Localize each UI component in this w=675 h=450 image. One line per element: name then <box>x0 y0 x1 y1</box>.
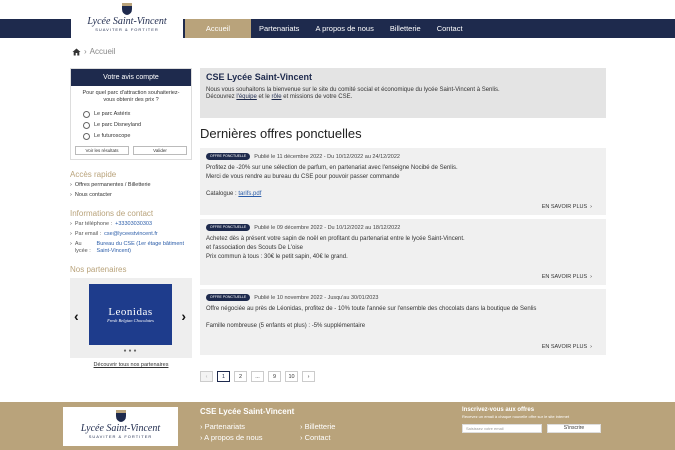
chevron-right-icon: › <box>70 182 72 188</box>
nav-home[interactable]: Accueil <box>185 19 251 38</box>
breadcrumb-separator: › <box>84 47 87 56</box>
offer-body <box>206 306 600 330</box>
partner-tagline: Fresh Belgian Chocolates <box>107 318 154 323</box>
poll-title: Votre avis compte <box>71 69 191 86</box>
offer-meta <box>206 294 600 301</box>
contact-email <box>70 231 192 238</box>
breadcrumb-current[interactable]: Accueil <box>89 47 116 56</box>
offer-date: Publié le 10 novembre 2022 - Jusqu'au 30/01/2023 <box>254 294 379 301</box>
partners-title: Nos partenaires <box>70 265 127 274</box>
crest-icon <box>120 2 134 16</box>
chevron-right-icon: › <box>70 221 72 227</box>
radio-icon[interactable] <box>83 111 90 118</box>
footer-logo[interactable] <box>63 407 178 446</box>
team-link[interactable]: l'équipe <box>236 94 257 100</box>
footer-link-label: Partenariats <box>204 422 246 431</box>
offer-text: et l'association des Scouts De L'oise <box>206 245 304 251</box>
chevron-left-icon[interactable]: ‹ <box>74 308 79 324</box>
quick-link-contact[interactable] <box>70 192 192 199</box>
page-button[interactable]: 1 <box>217 371 230 382</box>
offer-badge: OFFRE PONCTUELLE <box>206 224 250 231</box>
logo-title: Lycée Saint-Vincent <box>80 423 161 434</box>
page-ellipsis: ... <box>251 371 264 382</box>
newsletter-form <box>462 424 612 433</box>
offer-text: Profitez de -20% sur une sélection de parfum, en partenariat avec l'enseigne Nocibé de Senlis. <box>206 165 458 171</box>
page-button[interactable]: 2 <box>234 371 247 382</box>
logo-subtitle: SUAVITER & FORTITER <box>88 434 153 439</box>
offer-meta <box>206 153 600 160</box>
phone-link[interactable]: +33303030303 <box>115 221 153 227</box>
quick-link-offers[interactable] <box>70 182 192 189</box>
offer-date: Publié le 09 décembre 2022 - Du 10/12/2022 au 18/12/2022 <box>254 224 401 231</box>
carousel-dots[interactable]: ●●● <box>123 348 139 354</box>
crest-icon <box>114 409 128 423</box>
offer-text: Achetez dès à présent votre sapin de noël en profitant du partenariat entre le lycée Saint-Vincent. <box>206 236 465 242</box>
footer-link-partnerships[interactable]: › Partenariats <box>200 422 246 431</box>
contact-title: Informations de contact <box>70 209 154 218</box>
intro-mid: et le <box>258 94 270 100</box>
nav-about[interactable]: A propos de nous <box>315 24 374 33</box>
offer-body <box>206 165 600 198</box>
footer-link-label: Billetterie <box>304 422 336 431</box>
offer-date: Publié le 11 décembre 2022 - Du 10/12/2022 au 24/12/2022 <box>254 153 400 160</box>
offer-text: Famille nombreuse (5 enfants et plus) : -5% supplémentaire <box>206 323 366 329</box>
footer-link-label: Contact <box>304 433 331 442</box>
nav-ticketing[interactable]: Billetterie <box>389 24 421 33</box>
prev-page-button[interactable]: ‹ <box>200 371 213 382</box>
newsletter-text: Recevez un email à chaque nouvelle offre sur le site internet <box>462 414 570 419</box>
quick-link-label: Nous contacter <box>74 192 112 198</box>
more-label: EN SAVOIR PLUS <box>541 204 588 210</box>
more-label: EN SAVOIR PLUS <box>541 274 588 280</box>
more-link[interactable] <box>542 344 592 350</box>
footer-org-title: CSE Lycée Saint-Vincent <box>200 407 295 416</box>
offer-meta <box>206 224 600 231</box>
footer-links <box>200 421 400 443</box>
nav-partnerships[interactable]: Partenariats <box>259 24 300 33</box>
partner-carousel <box>70 278 192 358</box>
logo-title: Lycée Saint-Vincent <box>87 16 167 27</box>
main-content <box>200 68 606 355</box>
poll-actions <box>71 140 191 159</box>
footer-link-ticketing[interactable]: › Billetterie <box>300 422 336 431</box>
chevron-right-icon: › <box>70 231 72 237</box>
discover-partners-link[interactable]: Découvrir tous nos partenaires <box>93 362 169 368</box>
chevron-right-icon: › <box>70 192 72 198</box>
poll-box <box>70 68 192 160</box>
footer-link-contact[interactable]: › Contact <box>300 433 331 442</box>
newsletter-email-input[interactable]: Saisissez votre email <box>462 424 542 433</box>
sidebar <box>70 68 192 368</box>
offer-body <box>206 236 600 261</box>
location-label: Au lycée : <box>74 241 91 254</box>
poll-option-label: Le futuroscope <box>94 133 131 139</box>
chevron-right-icon[interactable]: › <box>181 308 186 324</box>
chevron-right-icon: › <box>70 241 72 247</box>
email-link[interactable]: cse@lyceestvincent.fr <box>104 231 158 237</box>
offer-card <box>200 289 606 355</box>
poll-option[interactable] <box>83 110 191 118</box>
footer-link-about[interactable]: › A propos de nous <box>200 433 263 442</box>
newsletter-title: Inscrivez-vous aux offres <box>462 407 535 413</box>
home-icon[interactable] <box>72 48 81 56</box>
offer-badge: OFFRE PONCTUELLE <box>206 294 250 301</box>
email-label: Par email : <box>74 231 102 237</box>
poll-option-label: Le parc Disneyland <box>94 122 142 128</box>
catalog-label: Catalogue : <box>206 191 237 197</box>
intro-panel <box>200 68 606 118</box>
contact-location <box>70 241 192 255</box>
more-link[interactable] <box>542 204 592 210</box>
intro-line: Nous vous souhaitons la bienvenue sur le site du comité social et économique du lycée Saint-Vincent à Senlis. <box>206 87 500 93</box>
newsletter <box>462 407 612 433</box>
offer-badge: OFFRE PONCTUELLE <box>206 153 250 160</box>
more-label: EN SAVOIR PLUS <box>541 344 588 350</box>
chevron-right-icon: › <box>590 274 592 280</box>
poll-question: Pour quel parc d'attraction souhaiteriez-vous obtenir des prix ? <box>82 90 180 103</box>
next-page-button[interactable]: › <box>302 371 315 382</box>
location-text: Bureau du CSE (1er étage bâtiment Saint-Vincent) <box>96 241 184 254</box>
results-button[interactable]: Voir les résultats <box>75 146 129 155</box>
catalog-link[interactable]: tarifs.pdf <box>238 191 262 197</box>
offer-text: Prix commun à tous : 30€ le petit sapin, 40€ le grand. <box>206 254 348 260</box>
radio-icon[interactable] <box>83 122 90 129</box>
nav-contact[interactable]: Contact <box>436 24 463 33</box>
quick-access-title: Accès rapide <box>70 170 117 179</box>
intro-title: CSE Lycée Saint-Vincent <box>206 72 313 82</box>
poll-option[interactable] <box>83 132 191 140</box>
offer-card <box>200 148 606 215</box>
more-link[interactable] <box>542 274 592 280</box>
quick-link-label: Offres permanentes / Billetterie <box>74 182 151 188</box>
page-button[interactable]: 9 <box>268 371 281 382</box>
partner-name: Leonidas <box>108 306 153 318</box>
offer-text: Offre négociée au près de Léonidas, profitez de - 10% toute l'année sur l'ensemble des chocolats dans la boutique de Senlis <box>206 306 537 312</box>
offer-catalog <box>206 191 600 198</box>
offer-card <box>200 219 606 285</box>
chevron-right-icon: › <box>590 204 592 210</box>
intro-text <box>206 87 600 101</box>
offer-text: Merci de vous rendre au bureau du CSE pour pouvoir passer commande <box>206 174 400 180</box>
phone-label: Par téléphone : <box>74 221 113 227</box>
intro-prefix: Découvrez <box>206 94 235 100</box>
offers-title: Dernières offres ponctuelles <box>200 126 362 141</box>
radio-icon[interactable] <box>83 133 90 140</box>
poll-option-label: Le parc Astérix <box>94 111 131 117</box>
logo-subtitle: SUAVITER & FORTITER <box>95 27 159 32</box>
role-link[interactable]: rôle <box>271 94 282 100</box>
breadcrumb <box>72 47 115 56</box>
footer-link-label: A propos de nous <box>204 433 263 442</box>
contact-phone <box>70 221 192 228</box>
pagination <box>200 371 315 382</box>
page-button[interactable]: 10 <box>285 371 298 382</box>
chevron-right-icon: › <box>590 344 592 350</box>
main-nav <box>185 19 471 38</box>
partner-logo[interactable] <box>89 284 172 345</box>
poll-option[interactable] <box>83 121 191 129</box>
intro-suffix: et missions de votre CSE. <box>283 94 353 100</box>
subscribe-button[interactable]: S'inscrire <box>547 424 601 433</box>
submit-vote-button[interactable]: Valider <box>133 146 187 155</box>
site-logo[interactable] <box>71 0 183 38</box>
